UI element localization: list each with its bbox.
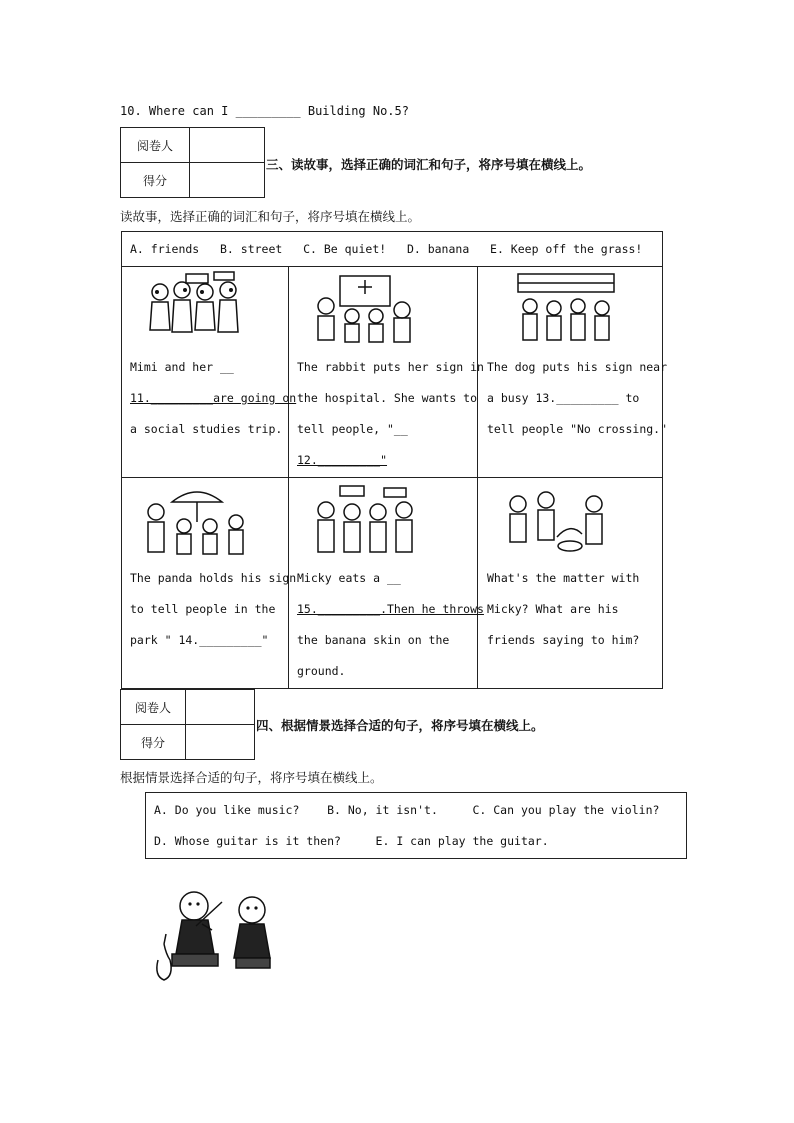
score-label: 得分: [121, 163, 190, 198]
section4-heading: 四、根据情景选择合适的句子，将序号填在横线上。: [256, 718, 544, 733]
story-line: Micky eats a __: [297, 571, 401, 585]
story-cell-4: [130, 563, 296, 656]
story-cell-6: [487, 563, 639, 656]
section3-instruction: 读故事，选择正确的词汇和句子，将序号填在横线上。: [120, 209, 421, 224]
story-line: tell people "No crossing.": [487, 422, 668, 436]
story-line: park " 14._________": [130, 633, 269, 647]
cartoon-park: [142, 482, 250, 557]
divider: [121, 477, 662, 478]
question-10: 10. Where can I _________ Building No.5?: [120, 104, 409, 118]
reviewer-cell[interactable]: [186, 690, 255, 725]
story-line: the banana skin on the: [297, 633, 450, 647]
score-cell[interactable]: [186, 725, 255, 760]
score-cell[interactable]: [190, 163, 265, 198]
cartoon-banana: [310, 482, 420, 557]
grader-table-1: [120, 127, 265, 198]
story-line: The rabbit puts her sign in: [297, 360, 484, 374]
story-cell-5: [297, 563, 484, 687]
story-line: The panda holds his sign: [130, 571, 297, 585]
story-line: a busy 13._________ to: [487, 391, 640, 405]
story-line: to tell people in the: [130, 602, 276, 616]
reviewer-label: 阅卷人: [121, 690, 186, 725]
story-line: Micky? What are his: [487, 602, 619, 616]
story-line: a social studies trip.: [130, 422, 283, 436]
story-line: The dog puts his sign near: [487, 360, 668, 374]
story-line: friends saying to him?: [487, 633, 640, 647]
story-line: What's the matter with: [487, 571, 640, 585]
reviewer-cell[interactable]: [190, 128, 265, 163]
story-cell-1: [130, 352, 296, 445]
story-line: Mimi and her __: [130, 360, 234, 374]
grader-table-2: [120, 689, 255, 760]
divider: [121, 266, 662, 267]
section4-instruction: 根据情景选择合适的句子，将序号填在横线上。: [120, 770, 383, 785]
story-line: 11._________are going on: [130, 391, 297, 405]
reviewer-label: 阅卷人: [121, 128, 190, 163]
cartoon-hospital: [312, 270, 417, 345]
story-line: 12._________": [297, 453, 388, 467]
options-line-1: A. Do you like music? B. No, it isn't. C. Can you play the violin?: [154, 803, 660, 817]
score-label: 得分: [121, 725, 186, 760]
options-line-2: D. Whose guitar is it then? E. I can play the guitar.: [154, 834, 549, 848]
story-cell-3: [487, 352, 667, 445]
story-line: 15._________.Then he throws: [297, 602, 484, 616]
cartoon-micky-fall: [502, 482, 610, 557]
story-cell-2: [297, 352, 484, 476]
story-line: the hospital. She wants to: [297, 391, 478, 405]
word-bank: A. friends B. street C. Be quiet! D. banana E. Keep off the grass!: [130, 242, 643, 256]
section3-heading: 三、读故事，选择正确的词汇和句子，将序号填在横线上。: [266, 157, 592, 172]
cartoon-street: [516, 270, 616, 345]
cartoon-friends-trip: [142, 270, 252, 345]
story-line: ground.: [297, 664, 346, 678]
story-line: tell people, "__: [297, 422, 408, 436]
cartoon-violin-guitar: [152, 884, 282, 984]
